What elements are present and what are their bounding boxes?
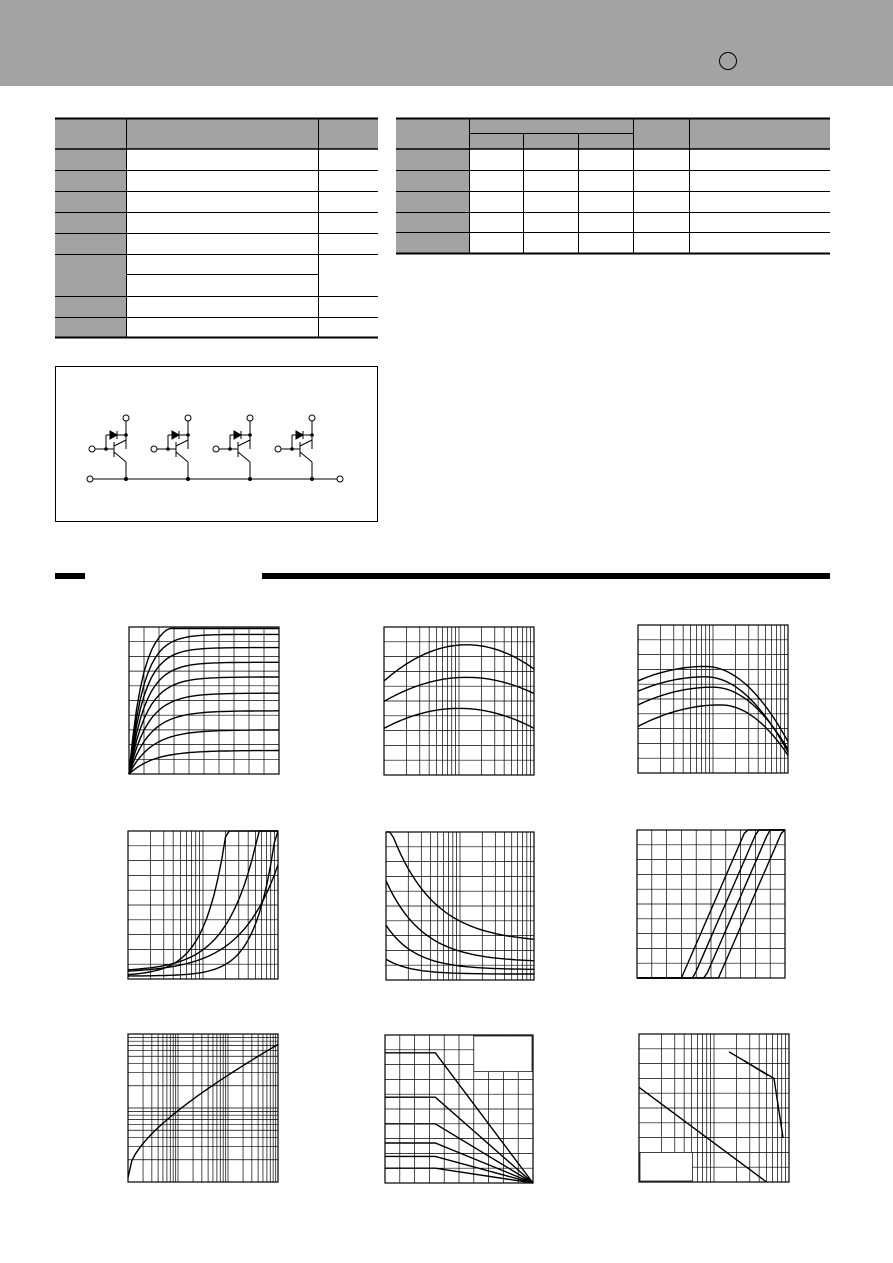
graph-3 [638,625,788,773]
graph-curve [729,1052,783,1138]
graph-6 [637,830,785,978]
graph-2 [384,627,534,775]
graph-8 [385,1035,533,1183]
graph-7 [128,1034,278,1182]
graph-curve [744,1061,768,1076]
graph-5 [386,832,534,980]
graph-9 [639,1034,789,1182]
graph-curve [128,1044,278,1177]
graph-1 [129,627,279,774]
graph-4 [128,831,278,979]
